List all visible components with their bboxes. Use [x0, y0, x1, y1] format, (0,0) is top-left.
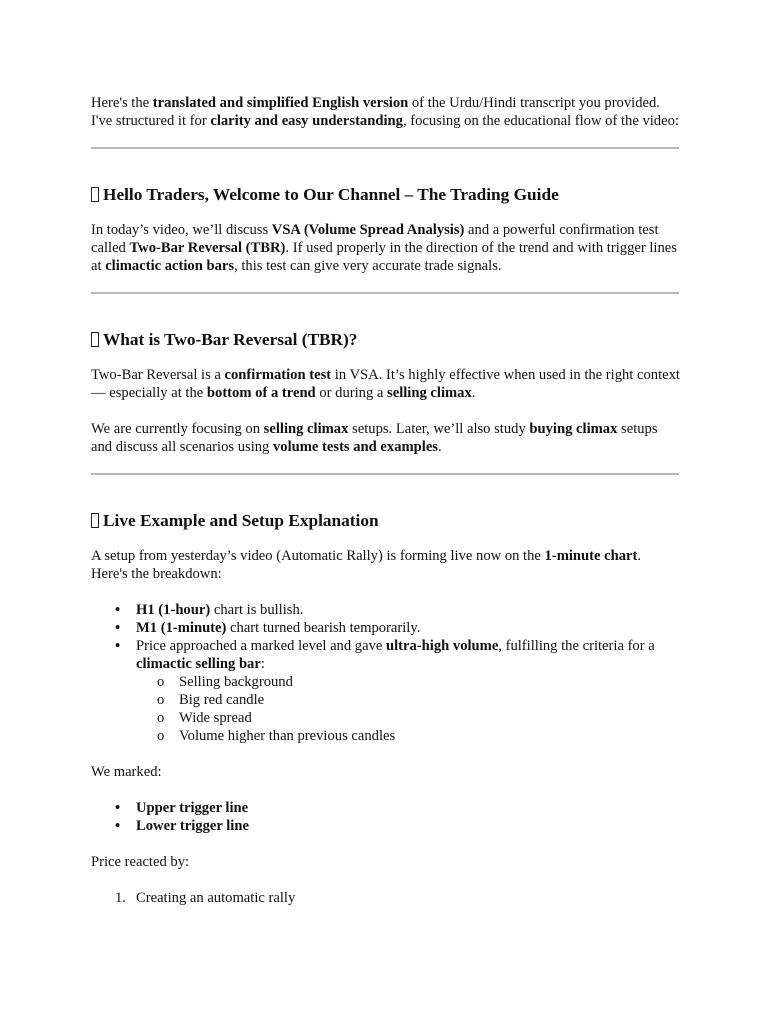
tbr-paragraph-1: [91, 366, 681, 402]
sub-bullet-marker: o: [157, 674, 165, 690]
heading-text: Hello Traders, Welcome to Our Channel – The Trading Guide: [103, 185, 559, 204]
text-run: Two-Bar Reversal is a: [91, 367, 225, 383]
text-run: Creating an automatic rally: [136, 890, 296, 906]
bold-run: buying climax: [529, 421, 618, 437]
section-heading-tbr: [91, 329, 681, 351]
text-run: or during a: [315, 385, 388, 401]
text-run: setups. Later, we’ll also study: [348, 421, 530, 437]
bold-run: selling climax: [387, 385, 472, 401]
text-run: :: [260, 656, 265, 672]
bold-run: H1 (1-hour): [136, 602, 211, 618]
section-divider: [91, 473, 679, 475]
bold-run: bottom of a trend: [206, 385, 316, 401]
missing-glyph-icon: [91, 187, 99, 202]
breakdown-list: [91, 601, 681, 745]
heading-text: Live Example and Setup Explanation: [103, 511, 379, 530]
bold-run: climactic action bars: [105, 258, 235, 274]
list-item: [115, 601, 681, 619]
text-run: Here's the: [91, 95, 153, 111]
bold-run: Two-Bar Reversal (TBR): [129, 240, 286, 256]
bold-run: selling climax: [263, 421, 349, 437]
text-run: , this test can give very accurate trade signals.: [234, 258, 502, 274]
sub-bullet-marker: o: [157, 710, 165, 726]
text-run: chart turned bearish temporarily.: [226, 620, 421, 636]
text-run: , focusing on the educational flow of the video:: [402, 113, 679, 129]
bold-run: translated and simplified English version: [152, 95, 409, 111]
bold-run: volume tests and examples: [273, 439, 438, 455]
tbr-paragraph-2: [91, 420, 681, 456]
list-item: [115, 637, 681, 745]
section-divider: [91, 147, 679, 149]
bold-run: ultra-high volume: [386, 638, 499, 654]
section-divider: [91, 292, 679, 294]
text-run: A setup from yesterday’s video (Automatic Rally) is forming live now on the: [91, 548, 545, 564]
bold-run: M1 (1-minute): [136, 620, 227, 636]
list-item: [115, 619, 681, 637]
sub-list-item: [157, 691, 681, 709]
text-run: Price approached a marked level and gave: [136, 638, 386, 654]
sub-bullet-marker: o: [157, 728, 165, 744]
bold-run: confirmation test: [224, 367, 332, 383]
text-run: In today’s video, we’ll discuss: [91, 222, 272, 238]
document-body: [91, 94, 681, 907]
criteria-sublist: [136, 673, 681, 745]
bold-run: Upper trigger line: [136, 800, 249, 816]
text-run: Volume higher than previous candles: [179, 728, 396, 744]
bold-run: clarity and easy understanding: [210, 113, 403, 129]
sub-list-item: [157, 727, 681, 745]
text-run: , fulfilling the criteria for a: [498, 638, 655, 654]
bold-run: 1-minute chart: [544, 548, 638, 564]
marked-label: We marked:: [91, 764, 162, 780]
bold-run: climactic selling bar: [136, 656, 261, 672]
welcome-paragraph: [91, 221, 681, 275]
list-item: [115, 889, 681, 907]
sub-list-item: [157, 709, 681, 727]
sub-bullet-marker: o: [157, 692, 165, 708]
text-run: in VSA. It’s highly effective when used in the right context — especially at the: [91, 367, 680, 401]
bold-run: VSA (Volume Spread Analysis): [271, 222, 465, 238]
list-item: [115, 817, 681, 835]
list-item: [115, 799, 681, 817]
heading-text: What is Two-Bar Reversal (TBR)?: [103, 330, 358, 349]
intro-paragraph: [91, 94, 681, 130]
text-run: .: [471, 385, 476, 401]
text-run: setups and discuss all scenarios using: [91, 421, 658, 455]
missing-glyph-icon: [91, 332, 99, 347]
live-example-paragraph: [91, 547, 681, 583]
text-run: Wide spread: [179, 710, 252, 726]
section-heading-welcome: [91, 184, 681, 206]
missing-glyph-icon: [91, 513, 99, 528]
text-run: Selling background: [179, 674, 293, 690]
sub-list-item: [157, 673, 681, 691]
reaction-steps-list: [91, 889, 681, 907]
text-run: We are currently focusing on: [91, 421, 264, 437]
text-run: .: [438, 439, 442, 455]
text-run: Big red candle: [179, 692, 265, 708]
reacted-label: Price reacted by:: [91, 854, 190, 870]
text-run: . If used properly in the direction of the trend and with trigger lines at: [91, 240, 677, 274]
text-run: and a powerful confirmation test called: [91, 222, 659, 256]
section-heading-live-example: [91, 510, 681, 532]
bold-run: Lower trigger line: [136, 818, 249, 834]
text-run: chart is bullish.: [210, 602, 304, 618]
trigger-lines-list: [91, 799, 681, 835]
text-run: . Here's the breakdown:: [91, 548, 642, 582]
text-run: of the Urdu/Hindi transcript you provided. I've structured it for: [91, 95, 660, 129]
list-number: 1.: [115, 890, 126, 906]
